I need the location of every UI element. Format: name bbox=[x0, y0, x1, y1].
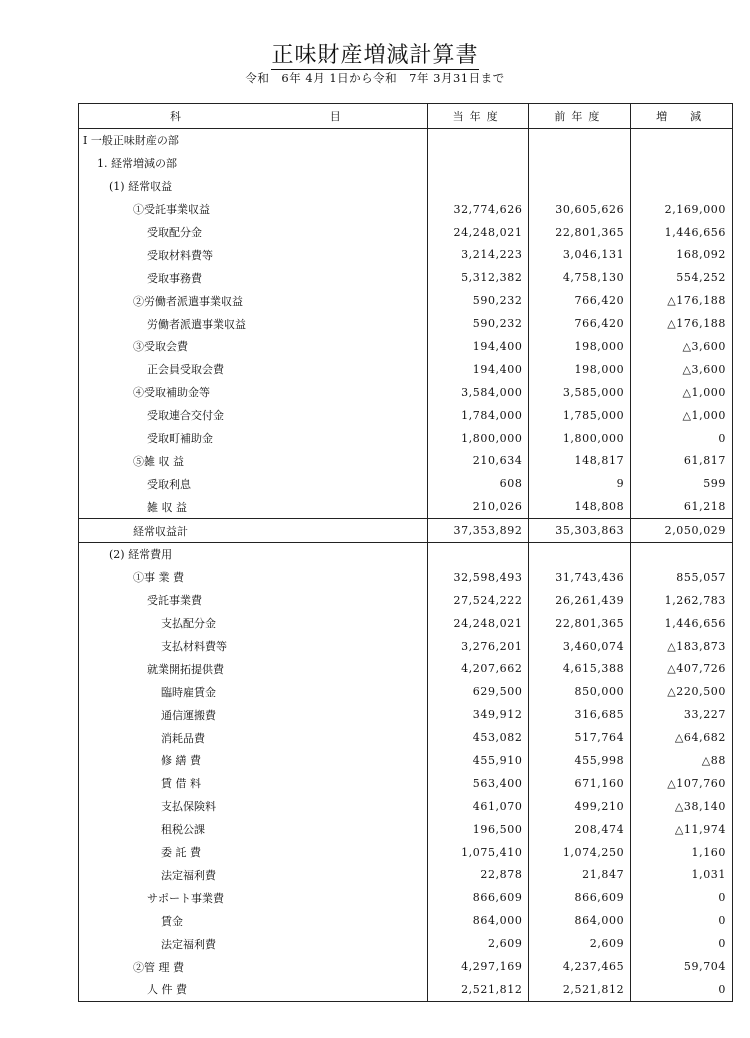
row-current: 461,070 bbox=[427, 795, 529, 818]
row-label: 受取材料費等 bbox=[79, 243, 428, 266]
row-change: 61,218 bbox=[631, 495, 733, 518]
row-current: 4,207,662 bbox=[427, 657, 529, 680]
table-row bbox=[79, 680, 733, 703]
row-label: 正会員受取会費 bbox=[79, 358, 428, 381]
table-row bbox=[79, 657, 733, 680]
row-previous bbox=[529, 175, 631, 198]
row-current: 1,075,410 bbox=[427, 841, 529, 864]
row-current: 37,353,892 bbox=[427, 519, 529, 543]
table-row bbox=[79, 427, 733, 450]
row-change: △220,500 bbox=[631, 680, 733, 703]
row-previous: 26,261,439 bbox=[529, 589, 631, 612]
row-change: 1,262,783 bbox=[631, 589, 733, 612]
row-current: 866,609 bbox=[427, 886, 529, 909]
row-current: 629,500 bbox=[427, 680, 529, 703]
row-change: △88 bbox=[631, 749, 733, 772]
row-current: 1,800,000 bbox=[427, 427, 529, 450]
row-change: 0 bbox=[631, 886, 733, 909]
row-current: 32,774,626 bbox=[427, 198, 529, 221]
row-label: ⑤雑 収 益 bbox=[79, 449, 428, 472]
row-label: 臨時雇賃金 bbox=[79, 680, 428, 703]
table-row bbox=[79, 864, 733, 887]
row-label: 賃 借 料 bbox=[79, 772, 428, 795]
row-change: △1,000 bbox=[631, 381, 733, 404]
row-label: 法定福利費 bbox=[79, 864, 428, 887]
row-current bbox=[427, 543, 529, 566]
row-label: 受託事業費 bbox=[79, 589, 428, 612]
table-row bbox=[79, 566, 733, 589]
row-current: 349,912 bbox=[427, 703, 529, 726]
table-row bbox=[79, 726, 733, 749]
header-item-right: 目 bbox=[329, 110, 341, 123]
row-previous: 671,160 bbox=[529, 772, 631, 795]
table-row bbox=[79, 129, 733, 152]
row-current: 3,584,000 bbox=[427, 381, 529, 404]
row-previous: 1,785,000 bbox=[529, 404, 631, 427]
row-previous: 4,237,465 bbox=[529, 955, 631, 978]
row-previous: 3,046,131 bbox=[529, 243, 631, 266]
row-current: 194,400 bbox=[427, 358, 529, 381]
row-previous: 208,474 bbox=[529, 818, 631, 841]
row-current: 455,910 bbox=[427, 749, 529, 772]
table-row bbox=[79, 495, 733, 518]
row-label: ②管 理 費 bbox=[79, 955, 428, 978]
table-row bbox=[79, 198, 733, 221]
table-row bbox=[79, 749, 733, 772]
row-previous: 316,685 bbox=[529, 703, 631, 726]
row-previous bbox=[529, 152, 631, 175]
row-current: 27,524,222 bbox=[427, 589, 529, 612]
row-label: 雑 収 益 bbox=[79, 495, 428, 518]
row-label: ③受取会費 bbox=[79, 335, 428, 358]
row-change: 2,169,000 bbox=[631, 198, 733, 221]
table-row bbox=[79, 404, 733, 427]
row-label: 1. 経常増減の部 bbox=[79, 152, 428, 175]
row-change: △3,600 bbox=[631, 335, 733, 358]
row-change: 1,160 bbox=[631, 841, 733, 864]
row-label: 就業開拓提供費 bbox=[79, 657, 428, 680]
row-previous: 766,420 bbox=[529, 289, 631, 312]
row-change: 855,057 bbox=[631, 566, 733, 589]
row-previous: 30,605,626 bbox=[529, 198, 631, 221]
row-change: △11,974 bbox=[631, 818, 733, 841]
row-label: 人 件 費 bbox=[79, 978, 428, 1001]
row-change bbox=[631, 129, 733, 152]
row-current: 24,248,021 bbox=[427, 612, 529, 635]
header-previous-year: 前年度 bbox=[529, 104, 631, 129]
row-change: △176,188 bbox=[631, 289, 733, 312]
row-label: 受取利息 bbox=[79, 472, 428, 495]
row-previous: 850,000 bbox=[529, 680, 631, 703]
row-previous: 766,420 bbox=[529, 312, 631, 335]
row-change: △1,000 bbox=[631, 404, 733, 427]
row-previous: 22,801,365 bbox=[529, 612, 631, 635]
row-previous bbox=[529, 543, 631, 566]
row-change: △3,600 bbox=[631, 358, 733, 381]
table-row bbox=[79, 589, 733, 612]
table-row bbox=[79, 818, 733, 841]
table-row bbox=[79, 175, 733, 198]
table-row bbox=[79, 955, 733, 978]
row-current: 210,026 bbox=[427, 495, 529, 518]
row-previous: 2,521,812 bbox=[529, 978, 631, 1001]
document-title bbox=[0, 38, 750, 69]
row-previous: 1,074,250 bbox=[529, 841, 631, 864]
row-current bbox=[427, 175, 529, 198]
row-previous: 3,585,000 bbox=[529, 381, 631, 404]
row-current bbox=[427, 129, 529, 152]
row-current: 32,598,493 bbox=[427, 566, 529, 589]
row-current: 608 bbox=[427, 472, 529, 495]
row-label: ④受取補助金等 bbox=[79, 381, 428, 404]
row-current bbox=[427, 152, 529, 175]
row-change: 168,092 bbox=[631, 243, 733, 266]
fiscal-period: 令和 6年 4月 1日から令和 7年 3月31日まで bbox=[245, 71, 505, 85]
row-label: 経常収益計 bbox=[79, 519, 428, 543]
row-change: 2,050,029 bbox=[631, 519, 733, 543]
row-label: 法定福利費 bbox=[79, 932, 428, 955]
row-previous: 31,743,436 bbox=[529, 566, 631, 589]
row-change: △183,873 bbox=[631, 635, 733, 658]
row-previous: 4,615,388 bbox=[529, 657, 631, 680]
row-current: 3,276,201 bbox=[427, 635, 529, 658]
row-label: 受取配分金 bbox=[79, 221, 428, 244]
row-change: 61,817 bbox=[631, 449, 733, 472]
row-label: 支払保険料 bbox=[79, 795, 428, 818]
row-label: ①受託事業収益 bbox=[79, 198, 428, 221]
row-previous: 198,000 bbox=[529, 358, 631, 381]
table-row bbox=[79, 635, 733, 658]
row-current: 4,297,169 bbox=[427, 955, 529, 978]
row-label: 賃金 bbox=[79, 909, 428, 932]
row-previous: 4,758,130 bbox=[529, 266, 631, 289]
row-label: 受取事務費 bbox=[79, 266, 428, 289]
row-current: 2,521,812 bbox=[427, 978, 529, 1001]
row-previous: 9 bbox=[529, 472, 631, 495]
row-previous: 864,000 bbox=[529, 909, 631, 932]
table-row bbox=[79, 795, 733, 818]
table-row bbox=[79, 266, 733, 289]
row-change: 1,031 bbox=[631, 864, 733, 887]
table-row bbox=[79, 519, 733, 543]
table-row bbox=[79, 932, 733, 955]
table-row bbox=[79, 612, 733, 635]
row-label: (1) 経常収益 bbox=[79, 175, 428, 198]
row-change: 0 bbox=[631, 978, 733, 1001]
row-change: 554,252 bbox=[631, 266, 733, 289]
row-label: 消耗品費 bbox=[79, 726, 428, 749]
row-label: ②労働者派遣事業収益 bbox=[79, 289, 428, 312]
row-label: 労働者派遣事業収益 bbox=[79, 312, 428, 335]
row-current: 3,214,223 bbox=[427, 243, 529, 266]
table-row bbox=[79, 312, 733, 335]
row-previous: 3,460,074 bbox=[529, 635, 631, 658]
row-change: 59,704 bbox=[631, 955, 733, 978]
table-row bbox=[79, 335, 733, 358]
row-current: 194,400 bbox=[427, 335, 529, 358]
header-current-year: 当年度 bbox=[427, 104, 529, 129]
row-previous: 455,998 bbox=[529, 749, 631, 772]
row-change bbox=[631, 543, 733, 566]
row-label: 支払材料費等 bbox=[79, 635, 428, 658]
row-previous: 499,210 bbox=[529, 795, 631, 818]
row-label: サポート事業費 bbox=[79, 886, 428, 909]
row-previous: 2,609 bbox=[529, 932, 631, 955]
row-label: (2) 経常費用 bbox=[79, 543, 428, 566]
row-label: ①事 業 費 bbox=[79, 566, 428, 589]
row-previous: 198,000 bbox=[529, 335, 631, 358]
table-row bbox=[79, 543, 733, 566]
header-change: 増 減 bbox=[631, 104, 733, 129]
row-label: 受取町補助金 bbox=[79, 427, 428, 450]
row-label: 修 繕 費 bbox=[79, 749, 428, 772]
table-row bbox=[79, 978, 733, 1001]
row-current: 590,232 bbox=[427, 312, 529, 335]
statement-table bbox=[78, 103, 733, 1002]
row-previous: 866,609 bbox=[529, 886, 631, 909]
table-row bbox=[79, 449, 733, 472]
table-row bbox=[79, 472, 733, 495]
row-current: 590,232 bbox=[427, 289, 529, 312]
header-item-left: 科 bbox=[170, 110, 181, 123]
row-change: 1,446,656 bbox=[631, 221, 733, 244]
row-change: △407,726 bbox=[631, 657, 733, 680]
row-previous: 517,764 bbox=[529, 726, 631, 749]
document-title-text: 正味財産増減計算書 bbox=[271, 43, 479, 68]
table-row bbox=[79, 152, 733, 175]
row-label: 通信運搬費 bbox=[79, 703, 428, 726]
row-change: △107,760 bbox=[631, 772, 733, 795]
row-current: 2,609 bbox=[427, 932, 529, 955]
row-previous: 22,801,365 bbox=[529, 221, 631, 244]
row-current: 24,248,021 bbox=[427, 221, 529, 244]
row-change: △176,188 bbox=[631, 312, 733, 335]
row-change: 599 bbox=[631, 472, 733, 495]
row-label: 委 託 費 bbox=[79, 841, 428, 864]
table-row bbox=[79, 289, 733, 312]
row-change: 1,446,656 bbox=[631, 612, 733, 635]
table-row bbox=[79, 841, 733, 864]
row-label: Ⅰ 一般正味財産の部 bbox=[79, 129, 428, 152]
table-row bbox=[79, 886, 733, 909]
row-current: 210,634 bbox=[427, 449, 529, 472]
table-row bbox=[79, 381, 733, 404]
row-change: 33,227 bbox=[631, 703, 733, 726]
row-label: 受取連合交付金 bbox=[79, 404, 428, 427]
row-change bbox=[631, 152, 733, 175]
table-row bbox=[79, 772, 733, 795]
row-change: 0 bbox=[631, 932, 733, 955]
row-label: 租税公課 bbox=[79, 818, 428, 841]
row-previous: 148,808 bbox=[529, 495, 631, 518]
row-current: 5,312,382 bbox=[427, 266, 529, 289]
row-previous: 1,800,000 bbox=[529, 427, 631, 450]
header-item bbox=[79, 104, 428, 129]
row-current: 453,082 bbox=[427, 726, 529, 749]
row-current: 22,878 bbox=[427, 864, 529, 887]
row-change bbox=[631, 175, 733, 198]
row-change: 0 bbox=[631, 909, 733, 932]
row-change: △38,140 bbox=[631, 795, 733, 818]
table-row bbox=[79, 358, 733, 381]
table-row bbox=[79, 243, 733, 266]
table-row bbox=[79, 909, 733, 932]
row-change: 0 bbox=[631, 427, 733, 450]
row-previous: 148,817 bbox=[529, 449, 631, 472]
row-current: 196,500 bbox=[427, 818, 529, 841]
row-current: 864,000 bbox=[427, 909, 529, 932]
row-label: 支払配分金 bbox=[79, 612, 428, 635]
row-current: 1,784,000 bbox=[427, 404, 529, 427]
row-current: 563,400 bbox=[427, 772, 529, 795]
table-row bbox=[79, 703, 733, 726]
row-previous: 35,303,863 bbox=[529, 519, 631, 543]
row-previous: 21,847 bbox=[529, 864, 631, 887]
table-header-row bbox=[79, 104, 733, 129]
row-previous bbox=[529, 129, 631, 152]
row-change: △64,682 bbox=[631, 726, 733, 749]
table-row bbox=[79, 221, 733, 244]
